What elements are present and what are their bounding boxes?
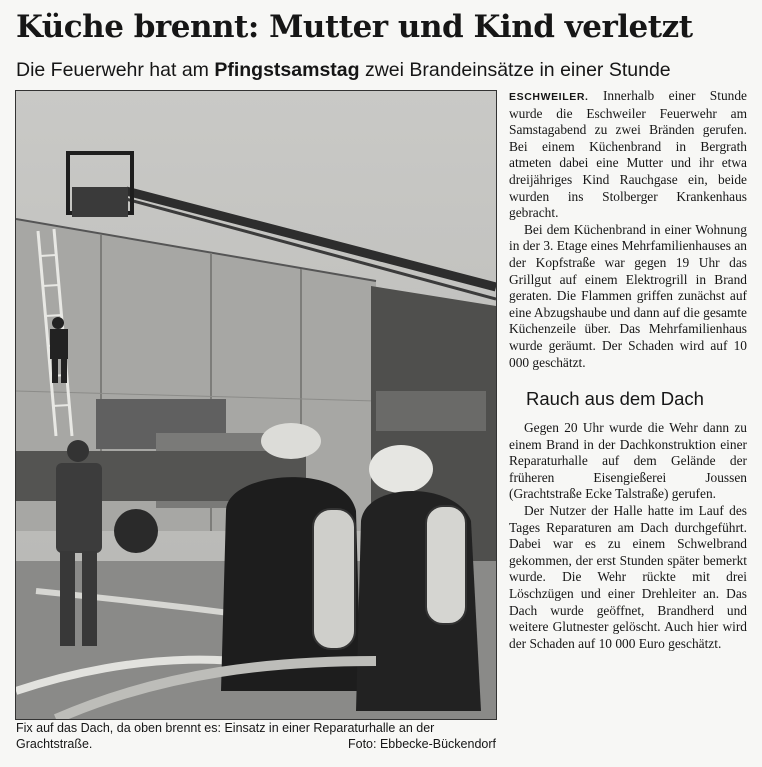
article-paragraph-1 [509,88,747,222]
article-paragraph-4: Der Nutzer der Halle hatte im Lauf des Tages Reparaturen am Dach durchgeführt. Dabei war es zu einem Schwelbrand gekommen, der erst Stunden später bemerkt wurde. Die Wehr rückte mit drei Löschzügen und einer Drehleiter an. Das Dach wurde geöffnet, Brandherd und weitere Glutnester gelöscht. Auch hier wird der Schaden auf 10 000 Euro geschätzt. [509,503,747,651]
headline: Küche brennt: Mutter und Kind verletzt [16,9,693,45]
dateline: ESCHWEILER. [509,91,589,103]
subheadline [16,56,756,84]
firefighters-photo-illustration [16,91,496,719]
paragraph-1-text: Innerhalb einer Stunde wurde die Eschweiler Feuerwehr am Samstagabend zu zwei Bränden gerufen. Bei einem Küchenbrand in Bergrath atmeten dabei eine Mutter und ihr etwa dreijähriges Kind Rauchgase ein, beide wurden ins Stolberger Krankenhaus gebracht. [509,88,747,221]
caption-text: Fix auf das Dach, da oben brennt es: Einsatz in einer Reparaturhalle an der [16,721,435,735]
article-body [509,88,747,652]
caption-text-end: Grachtstraße. [16,737,93,751]
article-paragraph-3: Gegen 20 Uhr wurde die Wehr dann zu einem Brand in der Dachkonstruktion einer Reparaturhalle auf dem Gelände der früheren Eisengießerei Joussen (Grachtstraße Ecke Talstraße) gerufen. [509,420,747,502]
subheadline-bold: Pfingstsamstag [214,59,360,81]
article-paragraph-2: Bei dem Küchenbrand in einer Wohnung in der 3. Etage eines Mehrfamilienhauses an der Kopfstraße war gegen 19 Uhr das Grillgut auf einem Elektrogrill in Brand geraten. Die Flammen griffen zunächst auf eine Abzugshaube und dann auf die gesamte Küchenzeile über. Das Mehrfamilienhaus wurde geräumt. Der Schaden wird auf 10 000 geschätzt. [509,221,747,370]
subheadline-end: zwei Brandeinsätze in einer Stunde [359,59,671,81]
news-photo [15,90,497,720]
photo-caption [16,720,496,752]
subheadline-start: Die Feuerwehr hat am [16,59,215,81]
subheading: Rauch aus dem Dach [526,388,704,410]
photo-credit: Foto: Ebbecke-Bückendorf [348,737,496,751]
